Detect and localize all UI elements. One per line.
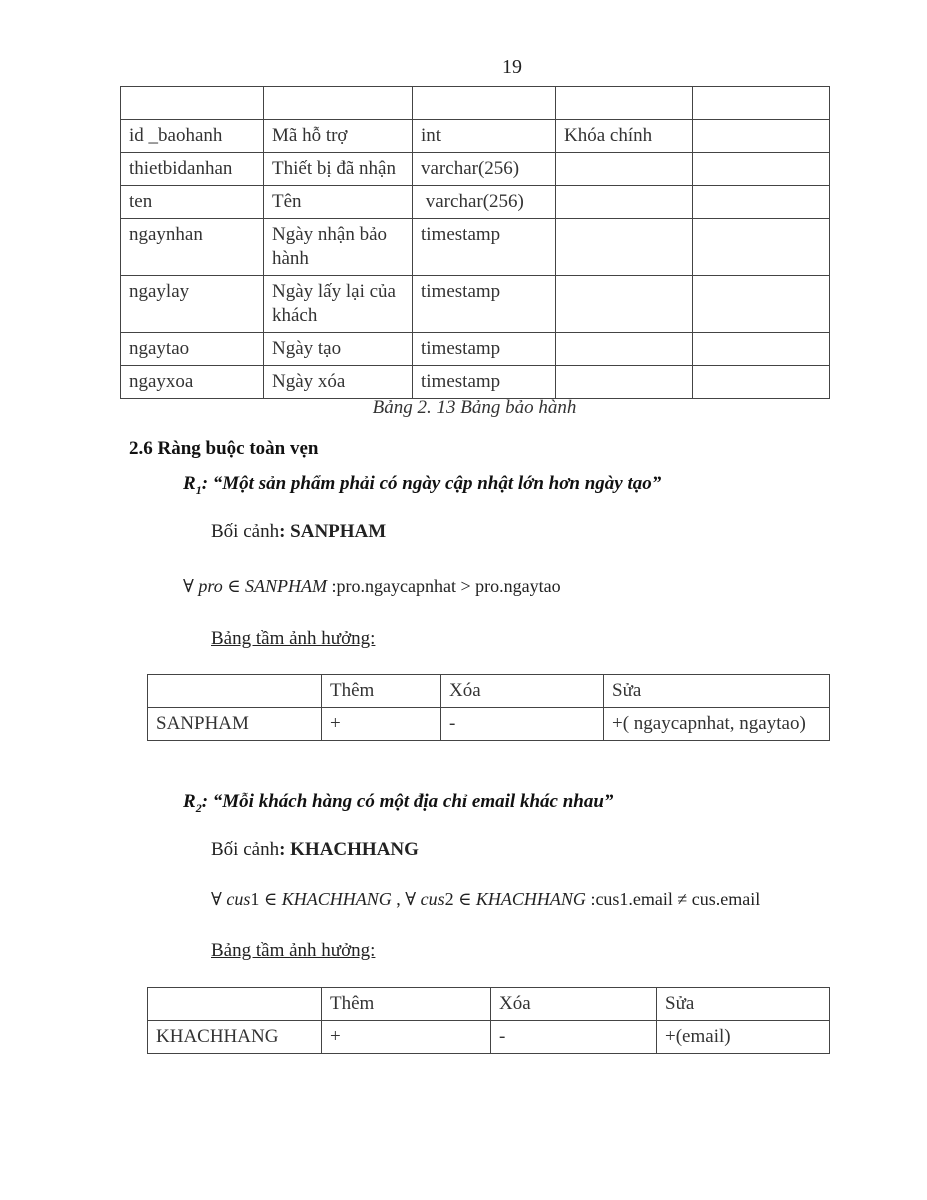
context-label: Bối cảnh [211,521,280,542]
table-cell: + [322,1021,491,1054]
table-cell: varchar(256) [413,186,556,219]
table-cell [556,87,693,120]
rule-statement: : “Mỗi khách hàng có một địa chỉ email khác nhau” [201,791,614,812]
table-cell [264,87,413,120]
table-cell: Ngày nhận bảo hành [264,219,413,276]
formula-variable: pro [198,576,223,596]
table-row [148,675,830,708]
rule-1-effect-label: Bảng tầm ảnh hưởng: [211,628,376,649]
table-cell [556,153,693,186]
table-cell: Sửa [657,988,830,1021]
table-cell: ngaynhan [121,219,264,276]
table-cell: + [322,708,441,741]
rule-2-formula [211,889,760,910]
section-heading: 2.6 Ràng buộc toàn vẹn [129,438,319,459]
table-cell [693,153,830,186]
formula-set: KHACHHANG [281,889,392,909]
table-row [148,988,830,1021]
rule-2-title [183,791,613,816]
element-of-symbol: ∈ [453,889,476,909]
rule-1-context [211,521,386,543]
table-cell: varchar(256) [413,153,556,186]
table-cell: +( ngaycapnhat, ngaytao) [604,708,830,741]
table-cell: Ngày tạo [264,333,413,366]
table-row [121,219,830,276]
table-cell [693,120,830,153]
table-cell: Ngày xóa [264,366,413,399]
table-cell [556,333,693,366]
table-cell: Xóa [491,988,657,1021]
table-cell: Thêm [322,675,441,708]
table-row [148,708,830,741]
table-cell [693,333,830,366]
table-cell: timestamp [413,366,556,399]
table-cell [693,219,830,276]
context-value: : SANPHAM [279,521,387,542]
rule-1-formula [183,576,561,597]
table-cell [693,186,830,219]
table-cell: timestamp [413,219,556,276]
table-cell: timestamp [413,333,556,366]
formula-set: SANPHAM [245,576,328,596]
rule-2-effect-table [147,987,830,1054]
table-cell: thietbidanhan [121,153,264,186]
table-cell [121,87,264,120]
table-row [121,186,830,219]
table-row [148,1021,830,1054]
table-cell: Sửa [604,675,830,708]
table-cell [693,87,830,120]
rule-index: 2 [195,800,202,815]
table-cell: id _baohanh [121,120,264,153]
table-cell: - [491,1021,657,1054]
formula-separator: , [391,889,406,909]
context-label: Bối cảnh [211,839,280,860]
table-cell [556,276,693,333]
table-row [121,333,830,366]
table-cell [148,675,322,708]
formula-condition: :cus1.email ≠ cus.email [585,889,761,909]
table-cell: Khóa chính [556,120,693,153]
table-cell [556,366,693,399]
rule-label: R [183,791,196,812]
formula-index: 2 [444,889,454,909]
table-cell: Mã hỗ trợ [264,120,413,153]
element-of-symbol: ∈ [222,576,246,596]
forall-symbol: ∀ [211,889,227,909]
table-cell: int [413,120,556,153]
rule-1-title [183,473,661,498]
rule-label: R [183,473,196,494]
table-cell: +(email) [657,1021,830,1054]
forall-symbol: ∀ [183,576,199,596]
table-cell: ngaylay [121,276,264,333]
table-cell: Ngày lấy lại của khách [264,276,413,333]
table-row [121,366,830,399]
table-row [121,120,830,153]
page-number: 19 [502,56,522,78]
table-cell [556,219,693,276]
table-cell: ngayxoa [121,366,264,399]
formula-variable: cus [226,889,251,909]
table-cell: Xóa [441,675,604,708]
rule-2-context [211,839,419,861]
table-row [121,153,830,186]
table-cell: KHACHHANG [148,1021,322,1054]
table-cell [413,87,556,120]
forall-symbol: ∀ [405,889,421,909]
rule-1-effect-table [147,674,830,741]
table-cell: ngaytao [121,333,264,366]
table-cell [556,186,693,219]
formula-condition: :pro.ngaycapnhat > pro.ngaytao [327,576,561,596]
table-cell [693,366,830,399]
formula-variable: cus [420,889,445,909]
table-cell: Thêm [322,988,491,1021]
table-caption: Bảng 2. 13 Bảng bảo hành [372,397,577,418]
rule-index: 1 [195,482,202,497]
rule-statement: : “Một sản phẩm phải có ngày cập nhật lớn hơn ngày tạo” [201,473,662,494]
formula-set: KHACHHANG [475,889,586,909]
context-value: : KHACHHANG [279,839,419,860]
table-cell: Thiết bị đã nhận [264,153,413,186]
table-cell: ten [121,186,264,219]
element-of-symbol: ∈ [259,889,282,909]
rule-2-effect-label: Bảng tầm ảnh hưởng: [211,940,376,961]
table-cell [148,988,322,1021]
formula-index: 1 [250,889,260,909]
warranty-table [120,86,830,399]
table-cell: timestamp [413,276,556,333]
table-cell: SANPHAM [148,708,322,741]
table-row [121,87,830,120]
table-cell [693,276,830,333]
table-row [121,276,830,333]
table-cell: - [441,708,604,741]
table-cell: Tên [264,186,413,219]
